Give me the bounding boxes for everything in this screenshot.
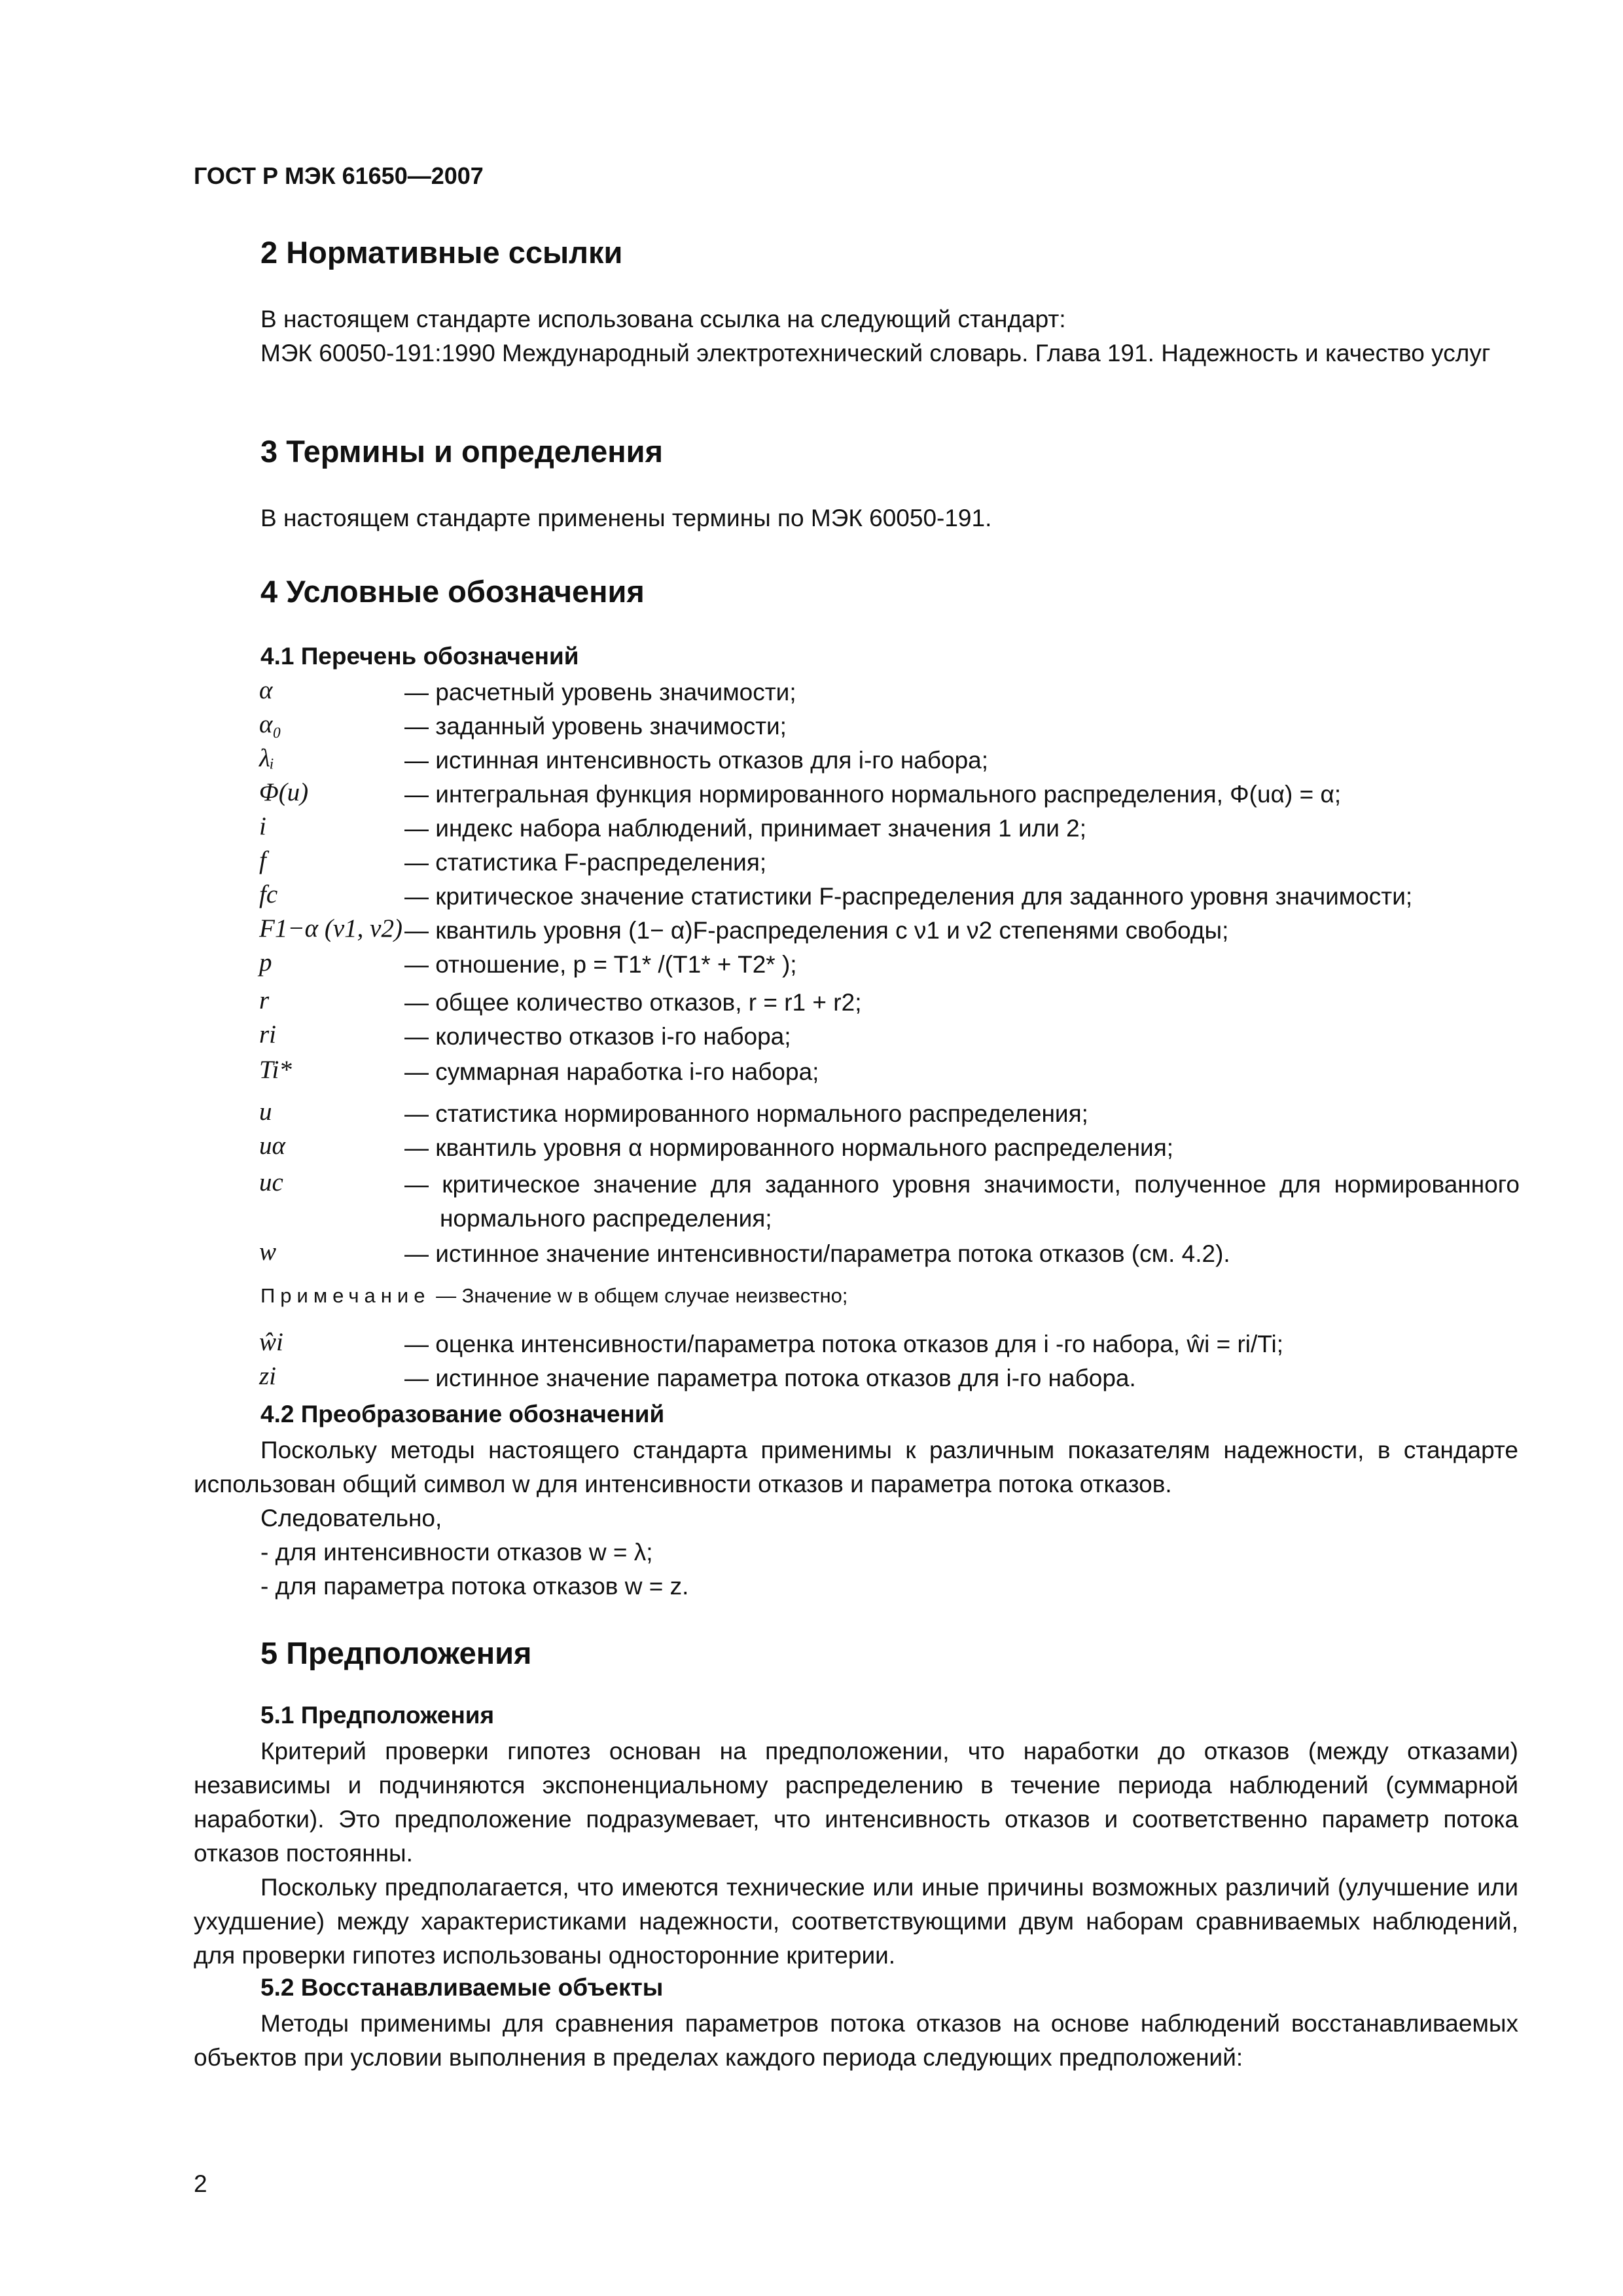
symbol-definition — [404, 675, 1520, 709]
symbol: zi — [259, 1362, 277, 1390]
section-3-paragraph-1: В настоящем стандарте применены термины по МЭК 60050-191. — [260, 505, 992, 531]
symbol-definition — [404, 778, 1520, 812]
symbol: r — [259, 986, 270, 1014]
symbol-definition-text: — критическое значение статистики F-распределения для заданного уровня значимости; — [404, 883, 1413, 910]
page-number: 2 — [194, 2170, 207, 2197]
symbol-definition — [404, 744, 1520, 778]
symbol: w — [259, 1238, 277, 1266]
symbol-definition-text: — квантиль уровня α нормированного нормального распределения; — [404, 1134, 1174, 1161]
section-2-paragraph-1: В настоящем стандарте использована ссылка на следующий стандарт: — [260, 306, 1066, 332]
symbol-row — [259, 1237, 1520, 1271]
symbol-row — [259, 846, 1520, 880]
symbol-definition-text: — статистика нормированного нормального распределения; — [404, 1100, 1088, 1127]
symbol-definition-text: — оценка интенсивности/параметра потока отказов для i -го набора, ŵi = ri/Ti; — [404, 1331, 1284, 1357]
subsection-5-1-title: 5.1 Предположения — [260, 1702, 495, 1729]
symbol-row — [259, 1168, 1520, 1232]
symbol-definition-text: — индекс набора наблюдений, принимает значения 1 или 2; — [404, 815, 1087, 842]
section-2-title: 2 Нормативные ссылки — [260, 235, 623, 270]
symbol-definition — [404, 1020, 1520, 1054]
symbol: uc — [259, 1168, 283, 1196]
symbol-definition-text: — квантиль уровня (1− α)F-распределения с ν1 и ν2 степенями свободы; — [404, 917, 1229, 944]
symbol-definition-text: — статистика F-распределения; — [404, 849, 767, 876]
symbol-row — [259, 744, 1520, 778]
symbol: F1−α (ν1, ν2) — [259, 914, 402, 942]
symbol-definition — [404, 812, 1520, 846]
symbol-row — [259, 880, 1520, 914]
symbol-definition — [404, 1327, 1520, 1361]
section-4-2-paragraph-1: Поскольку методы настоящего стандарта применимы к различным показателям надежности, в стандарте использован общий символ w для интенсивности отказов и параметра потока отказов. — [194, 1437, 1518, 1498]
symbol-definition-text: — интегральная функция нормированного нормального распределения, Φ(uα) = α; — [404, 781, 1342, 808]
symbol-definition-text: — истинное значение параметра потока отказов для i-го набора. — [404, 1365, 1136, 1391]
symbol-row — [259, 709, 1520, 744]
symbol-definition-text: — критическое значение для заданного уровня значимости, полученное для нормированного нормального распределения; — [404, 1171, 1520, 1232]
section-2-paragraph-2: МЭК 60050-191:1990 Международный электротехнический словарь. Глава 191. Надежность и качество услуг — [260, 340, 1491, 367]
section-5-title: 5 Предположения — [260, 1636, 532, 1670]
symbol-definition — [404, 1361, 1520, 1395]
symbol-definition-text: — количество отказов i-го набора; — [404, 1023, 791, 1050]
section-5-2-paragraph-1: Методы применимы для сравнения параметров потока отказов на основе наблюдений восстанавливаемых объектов при условии выполнения в пределах каждого периода следующих предположений: — [194, 2010, 1518, 2071]
symbol-row — [259, 1327, 1520, 1361]
symbol: Φ(u) — [259, 778, 309, 806]
symbol-row — [259, 675, 1520, 709]
symbol: i — [259, 812, 266, 840]
symbol-definition-text: — истинная интенсивность отказов для i-го набора; — [404, 747, 989, 774]
symbol-definition-text: — расчетный уровень значимости; — [404, 679, 796, 706]
symbol: uα — [259, 1132, 285, 1160]
symbol-definition — [404, 914, 1520, 948]
symbol: λᵢ — [259, 744, 275, 772]
document-header: ГОСТ Р МЭК 61650—2007 — [194, 162, 484, 189]
section-4-2-paragraph-2: Следовательно, — [260, 1505, 442, 1532]
symbol-row — [259, 1055, 1520, 1089]
symbol-definition — [404, 1237, 1520, 1271]
symbol-row — [259, 1097, 1520, 1131]
section-4-title: 4 Условные обозначения — [260, 574, 645, 609]
symbol: f — [259, 846, 266, 874]
symbol: p — [259, 948, 272, 977]
symbol-definition-text: — отношение, p = T1* /(T1* + T2* ); — [404, 951, 797, 978]
symbol-definition-text: — общее количество отказов, r = r1 + r2; — [404, 989, 862, 1016]
symbol-definition — [404, 880, 1520, 914]
symbol-definition — [404, 709, 1520, 744]
symbol-row — [259, 778, 1520, 812]
symbol-definition — [404, 1055, 1520, 1089]
symbol: ri — [259, 1020, 277, 1049]
symbol-definition — [404, 986, 1520, 1020]
section-5-1-paragraph-2: Поскольку предполагается, что имеются технические или иные причины возможных различий (улучшение или ухудшение) между характеристиками надежности, соответствующими двум наборам сравниваемых наблюдений, для проверки гипотез использованы односторонние критерии. — [194, 1874, 1518, 1969]
symbol: u — [259, 1098, 272, 1126]
note — [260, 1284, 847, 1308]
symbol-row — [259, 914, 1520, 948]
symbol: α — [259, 676, 273, 704]
symbol-definition — [404, 948, 1520, 982]
symbol-row — [259, 948, 1520, 982]
symbol-row — [259, 1131, 1520, 1165]
symbol-definition-text: — суммарная наработка i-го набора; — [404, 1058, 819, 1085]
symbol: ŵi — [259, 1328, 283, 1356]
symbol: fc — [259, 880, 278, 908]
symbol-row — [259, 812, 1520, 846]
subsection-4-2-title: 4.2 Преобразование обозначений — [260, 1401, 665, 1427]
section-5-1-paragraph-1: Критерий проверки гипотез основан на предположении, что наработки до отказов (между отказами) независимы и подчиняются экспоненциальному распределению в течение периода наблюдений (суммарной наработки). Это предположение подразумевает, что интенсивность отказов и соответственно параметр потока отказов постоянны. — [194, 1738, 1518, 1867]
note-text: — Значение w в общем случае неизвестно; — [436, 1284, 848, 1307]
subsection-5-2-title: 5.2 Восстанавливаемые объекты — [260, 1974, 664, 2001]
symbol-definition — [404, 1097, 1520, 1131]
section-3-title: 3 Термины и определения — [260, 434, 663, 469]
subsection-4-1-title: 4.1 Перечень обозначений — [260, 643, 579, 670]
symbol-definition-text: — истинное значение интенсивности/параметра потока отказов (см. 4.2). — [404, 1240, 1230, 1267]
symbol: Ti* — [259, 1056, 292, 1084]
symbol-definition — [404, 1131, 1520, 1165]
note-label: Примечание — [260, 1284, 431, 1307]
section-4-2-paragraph-3: - для интенсивности отказов w = λ; — [260, 1539, 653, 1566]
symbol-row — [259, 1361, 1520, 1395]
section-4-2-paragraph-4: - для параметра потока отказов w = z. — [260, 1573, 689, 1600]
symbol-definition — [404, 1168, 1520, 1236]
symbol: α₀ — [259, 710, 282, 738]
symbol-row — [259, 1020, 1520, 1054]
symbol-definition — [404, 846, 1520, 880]
symbol-row — [259, 986, 1520, 1020]
symbol-definition-text: — заданный уровень значимости; — [404, 713, 787, 740]
